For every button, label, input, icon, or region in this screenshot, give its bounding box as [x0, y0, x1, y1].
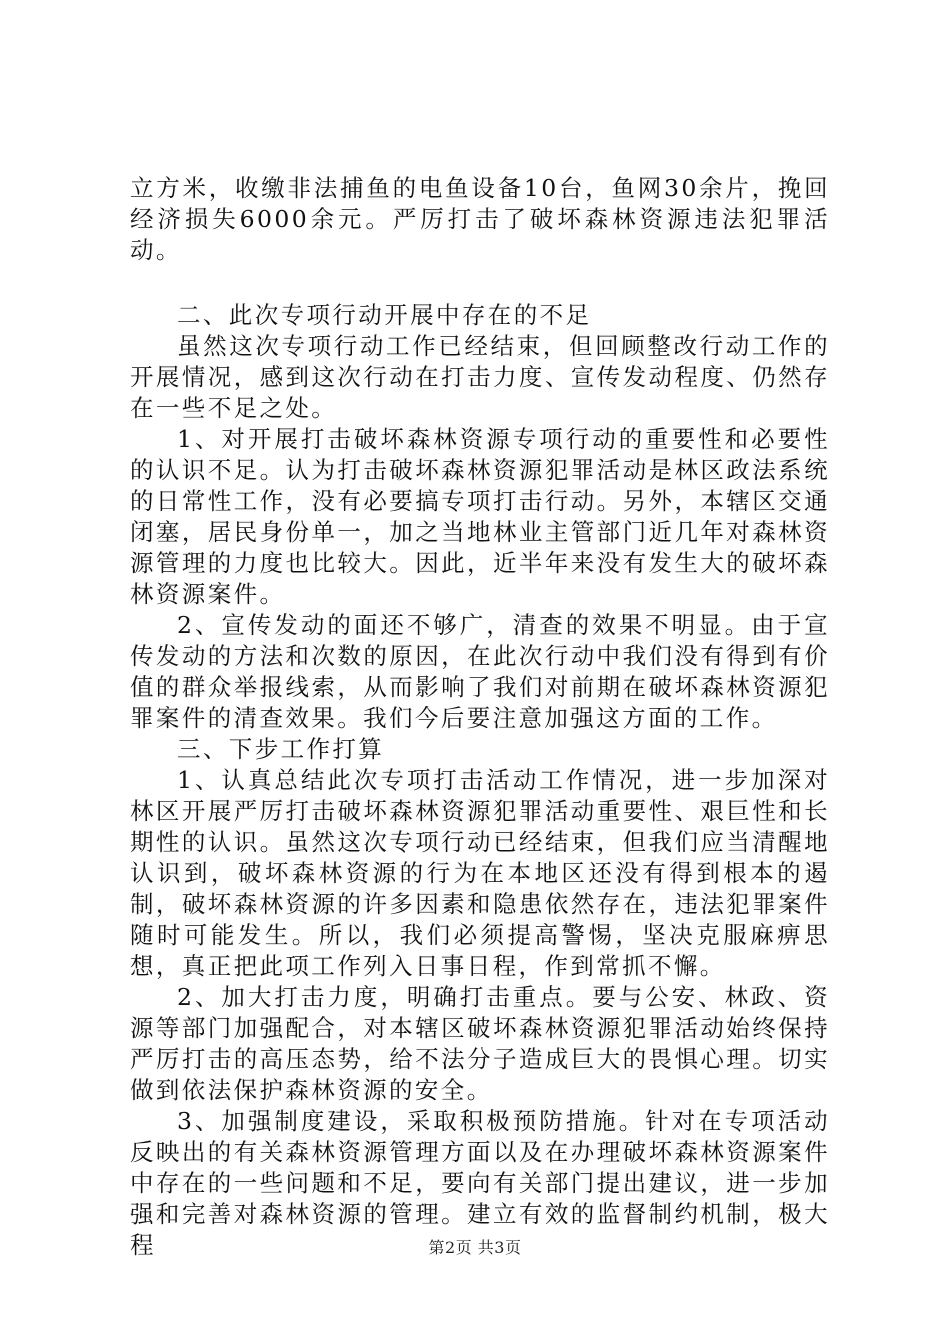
paragraph-item-1: 1、对开展打击破坏森林资源专项行动的重要性和必要性的认识不足。认为打击破坏森林资源犯罪活动是林区政法系统的日常性工作，没有必要搞专项打击行动。另外，本辖区交通闭塞，居民身份单一，加之当地林业主管部门近几年对森林资源管理的力度也比较大。因此，近半年来没有发生大的破坏森林资源案件。	[130, 425, 830, 608]
body-text	[130, 173, 830, 1261]
paragraph-plan-3: 3、加强制度建设，采取积极预防措施。针对在专项活动反映出的有关森林资源管理方面以及在办理破坏森林资源案件中存在的一些问题和不足，要向有关部门提出建议，进一步加强和完善对森林资源的管理。建立有效的监督制约机制，极大程	[130, 1107, 830, 1259]
paragraph-plan-1: 1、认真总结此次专项打击活动工作情况，进一步加深对林区开展严厉打击破坏森林资源犯罪活动重要性、艰巨性和长期性的认识。虽然这次专项行动已经结束，但我们应当清醒地认识到，破坏森林资源的行为在本地区还没有得到根本的遏制，破坏森林资源的许多因素和隐患依然存在，违法犯罪案件随时可能发生。所以，我们必须提高警惕，坚决克服麻痹思想，真正把此项工作列入日事日程，作到常抓不懈。	[130, 766, 830, 980]
paragraph-intro: 虽然这次专项行动工作已经结束，但回顾整改行动工作的开展情况，感到这次行动在打击力度、宣传发动程度、仍然存在一些不足之处。	[130, 332, 830, 422]
paragraph-item-2: 2、宣传发动的面还不够广，清查的效果不明显。由于宣传发动的方法和次数的原因，在此次行动中我们没有得到有价值的群众举报线索，从而影响了我们对前期在破坏森林资源犯罪案件的清查效果。我们今后要注意加强这方面的工作。	[130, 611, 830, 732]
paragraph-continuation: 立方米，收缴非法捕鱼的电鱼设备10台，鱼网30余片，挽回经济损失6000余元。严厉打击了破坏森林资源违法犯罪活动。	[130, 174, 830, 264]
paragraph-plan-2: 2、加大打击力度，明确打击重点。要与公安、林政、资源等部门加强配合，对本辖区破坏森林资源犯罪活动始终保持严厉打击的高压态势，给不法分子造成巨大的畏惧心理。切实做到依法保护森林资源的安全。	[130, 983, 830, 1104]
section-heading-2: 二、此次专项行动开展中存在的不足	[177, 301, 592, 329]
page-footer: 第2页 共3页	[428, 1238, 522, 1257]
section-heading-3: 三、下步工作打算	[177, 735, 385, 763]
